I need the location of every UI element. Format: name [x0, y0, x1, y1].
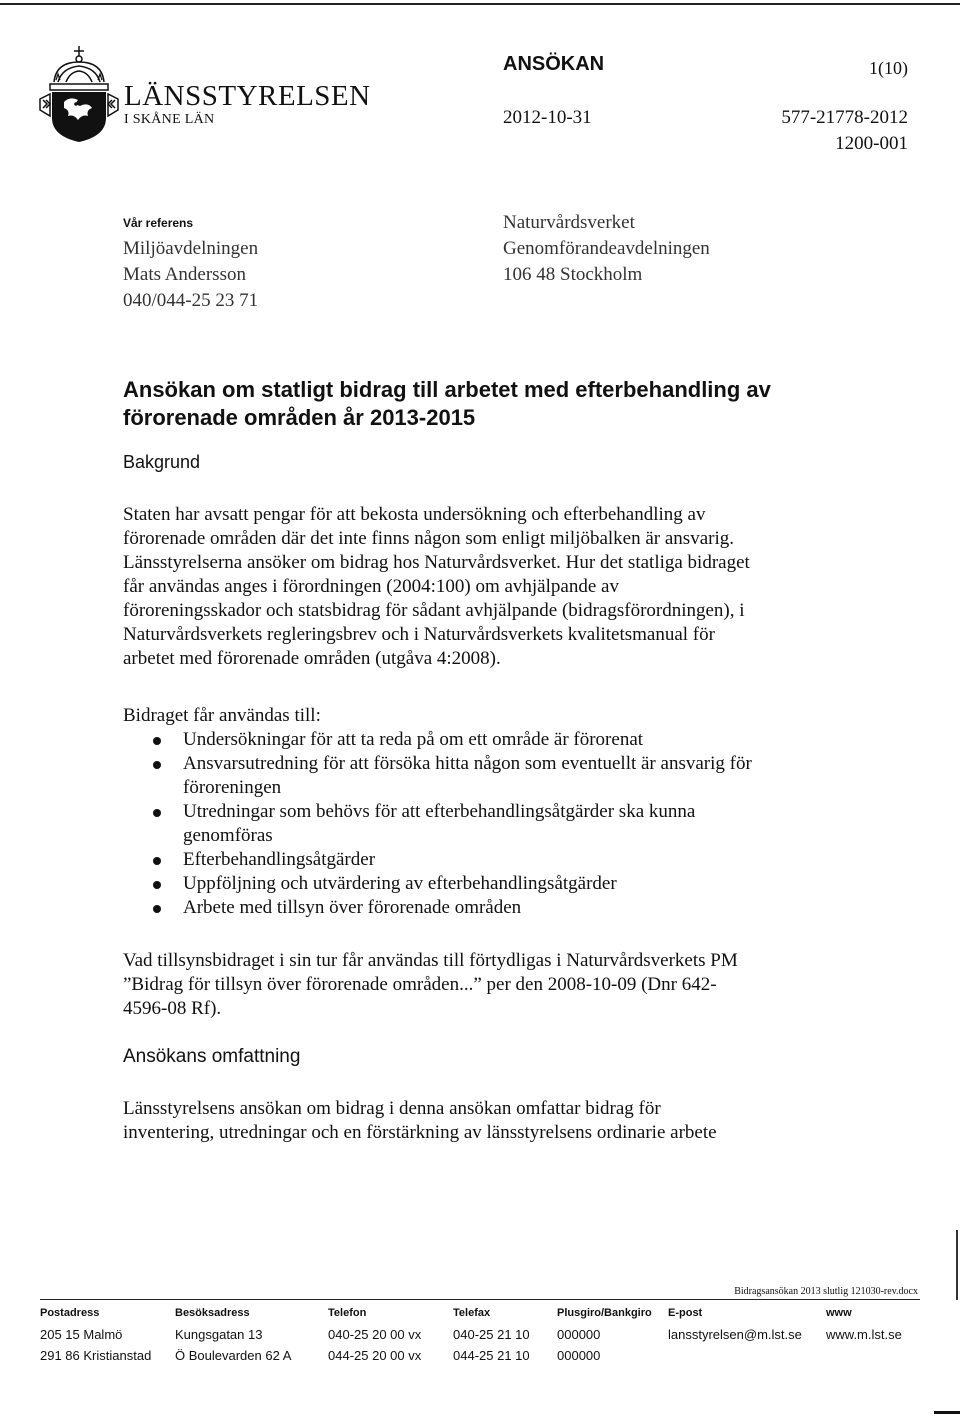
- list-item: [153, 728, 752, 752]
- footer-label: Telefon: [328, 1307, 367, 1319]
- list-item: [153, 800, 752, 848]
- list-item-text: Ansvarsutredning för att försöka hitta någon som eventuellt är ansvarig för: [183, 753, 752, 774]
- sender-block: [123, 236, 258, 314]
- footer-postal-address: [40, 1303, 151, 1366]
- footer-phone: [328, 1303, 421, 1366]
- footer-value: 040-25 21 10: [453, 1327, 530, 1342]
- paragraph-line: arbetet med förorenade områden (utgåva 4:2008).: [123, 648, 501, 669]
- sender-name: Mats Andersson: [123, 264, 246, 285]
- org-name: LÄNSSTYRELSEN: [124, 80, 371, 112]
- footer-giro: [557, 1303, 652, 1366]
- footer-value: 044-25 20 00 vx: [328, 1348, 422, 1363]
- recipient-postal-address: 106 48 Stockholm: [503, 264, 643, 285]
- sender-department: Miljöavdelningen: [123, 238, 259, 259]
- county-crest-logo: [36, 44, 122, 144]
- list-item-text-continued: genomföras: [183, 825, 273, 846]
- paragraph-line: Naturvårdsverkets regleringsbrev och i Naturvårdsverkets kvalitetsmanual för: [123, 624, 715, 645]
- footer-value: 291 86 Kristianstad: [40, 1348, 152, 1363]
- permitted-uses-list: [153, 728, 752, 920]
- paragraph-line: Länsstyrelsens ansökan om bidrag i denna ansökan omfattar bidrag för: [123, 1098, 661, 1119]
- list-item: [153, 896, 752, 920]
- footer-divider: [40, 1299, 920, 1300]
- document-title: Ansökan om statligt bidrag till arbetet med efterbehandling av förorenade områden år 2013-2015: [123, 377, 771, 430]
- footer-label: Postadress: [40, 1307, 100, 1319]
- footer-email-link[interactable]: lansstyrelsen@m.lst.se: [668, 1327, 802, 1342]
- scan-edge-mark: [956, 1230, 958, 1300]
- footer-label: Besöksadress: [175, 1307, 250, 1319]
- scope-paragraph: [123, 1097, 823, 1145]
- list-item-text: Arbete med tillsyn över förorenade områden: [183, 897, 522, 918]
- footer-label: www: [826, 1307, 852, 1319]
- footer-label: Telefax: [453, 1307, 491, 1319]
- footer-label: E-post: [668, 1307, 703, 1319]
- list-item-text-continued: föroreningen: [183, 777, 282, 798]
- our-reference-label: Vår referens: [123, 216, 194, 230]
- paragraph-line: inventering, utredningar och en förstärkning av länsstyrelsens ordinarie arbete: [123, 1122, 717, 1143]
- paragraph-line: föroreningsskador och statsbidrag för sådant avhjälpande (bidragsförordningen), i: [123, 600, 745, 621]
- supervision-grant-paragraph: [123, 949, 823, 1021]
- section-heading-background: Bakgrund: [123, 452, 201, 472]
- paragraph-line: Staten har avsatt pengar för att bekosta undersökning och efterbehandling av: [123, 504, 706, 525]
- footer-value: 044-25 21 10: [453, 1348, 530, 1363]
- paragraph-line: får användas anges i förordningen (2004:100) om avhjälpande av: [123, 576, 619, 597]
- org-subtitle: I SKÅNE LÄN: [124, 112, 215, 127]
- footer-value: Kungsgatan 13: [175, 1327, 263, 1342]
- reference-number-secondary: 1200-001: [835, 133, 908, 154]
- footer-value: 000000: [557, 1348, 601, 1363]
- scan-corner-mark: [934, 1411, 960, 1414]
- list-item-text: Undersökningar för att ta reda på om ett område är förorenat: [183, 729, 644, 750]
- list-intro: Bidraget får användas till:: [123, 705, 321, 726]
- recipient-block: [503, 210, 710, 288]
- footer-visiting-address: [175, 1303, 291, 1366]
- section-heading-scope: Ansökans omfattning: [123, 1046, 301, 1067]
- footer-value: 205 15 Malmö: [40, 1327, 123, 1342]
- recipient-organisation: Naturvårdsverket: [503, 212, 635, 233]
- footer-label: Plusgiro/Bankgiro: [557, 1307, 652, 1319]
- paragraph-line: Vad tillsynsbidraget i sin tur får användas till förtydligas i Naturvårdsverkets PM: [123, 950, 738, 971]
- footer-website-link[interactable]: www.m.lst.se: [826, 1327, 902, 1342]
- background-paragraph: [123, 503, 823, 671]
- scan-edge-line: [0, 3, 960, 5]
- sender-phone: 040/044-25 23 71: [123, 290, 259, 311]
- page-number: 1(10): [869, 58, 908, 78]
- document-date: 2012-10-31: [503, 107, 592, 128]
- list-item-text: Uppföljning och utvärdering av efterbehandlingsåtgärder: [183, 873, 617, 894]
- paragraph-line: ”Bidrag för tillsyn över förorenade områden...” per den 2008-10-09 (Dnr 642-: [123, 974, 717, 995]
- file-reference: Bidragsansökan 2013 slutlig 121030-rev.docx: [734, 1286, 918, 1297]
- paragraph-line: 4596-08 Rf).: [123, 998, 222, 1019]
- document-type: ANSÖKAN: [503, 53, 605, 75]
- reference-number: 577-21778-2012: [781, 107, 908, 128]
- footer-website: [826, 1303, 902, 1345]
- recipient-department: Genomförandeavdelningen: [503, 238, 710, 259]
- list-item-text: Utredningar som behövs för att efterbehandlingsåtgärder ska kunna: [183, 801, 696, 822]
- list-item: [153, 872, 752, 896]
- paragraph-line: Länsstyrelserna ansöker om bidrag hos Naturvårdsverket. Hur det statliga bidraget: [123, 552, 750, 573]
- list-item: [153, 848, 752, 872]
- footer-value: 040-25 20 00 vx: [328, 1327, 422, 1342]
- list-item-text: Efterbehandlingsåtgärder: [183, 849, 376, 870]
- footer-value: 000000: [557, 1327, 601, 1342]
- footer-email: [668, 1303, 802, 1345]
- paragraph-line: förorenade områden där det inte finns någon som enligt miljöbalken är ansvarig.: [123, 528, 734, 549]
- footer-value: Ö Boulevarden 62 A: [175, 1348, 292, 1363]
- list-item: [153, 752, 752, 800]
- footer-fax: [453, 1303, 530, 1366]
